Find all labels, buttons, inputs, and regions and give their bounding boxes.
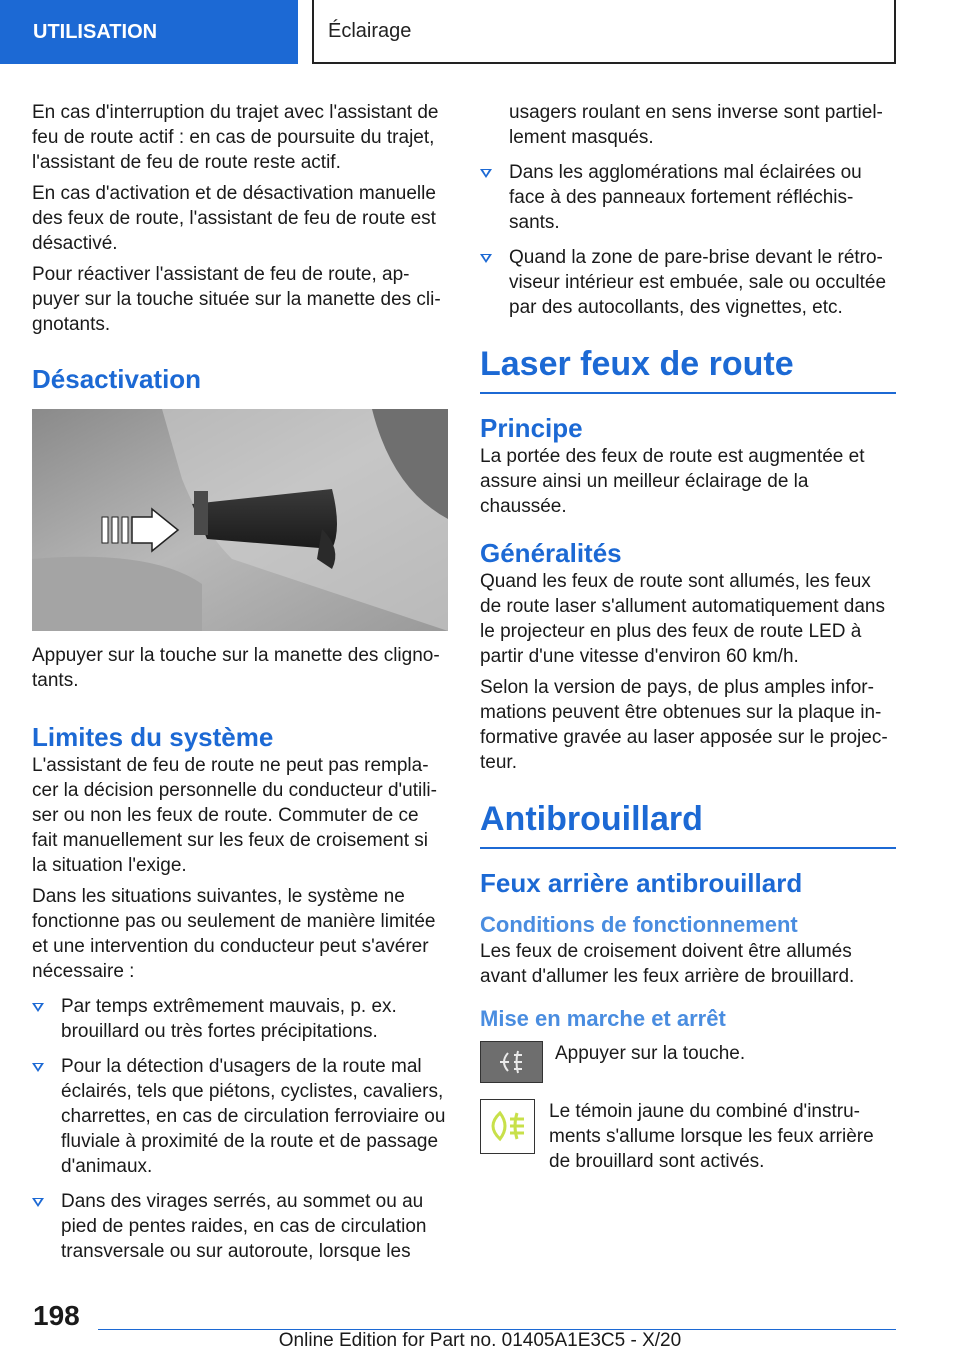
paragraph: Les feux de croisement doivent être allumés avant d'allumer les feux arrière de brouillard.: [480, 941, 855, 987]
paragraph-continued: usagers roulant en sens inverse sont partiel-lement masqués.: [509, 102, 883, 148]
heading-limites: Limites du système: [32, 722, 274, 752]
heading-desactivation: Désactivation: [32, 364, 202, 394]
bullet-triangle-icon: [32, 1198, 44, 1207]
limits-list: [32, 994, 448, 1264]
edition-text: Online Edition for Part no. 01405A1E3C5 - X/20: [278, 1330, 682, 1351]
paragraph: En cas d'activation et de désactivation manuelle des feux de route, l'assistant de feu de route est désactivé.: [32, 183, 436, 254]
paragraph: La portée des feux de route est augmentée et assure ainsi un meilleur éclairage de la chaussée.: [480, 446, 865, 517]
right-column: [480, 100, 896, 1174]
paragraph: Pour réactiver l'assistant de feu de route, ap-puyer sur la touche située sur la manette des cli-gnotants.: [32, 264, 441, 335]
list-item: Quand la zone de pare-brise devant le rétro-viseur intérieur est embuée, sale ou occultée par des autocollants, des vignettes, etc.: [480, 245, 896, 320]
page-number: 198: [33, 1300, 80, 1331]
page-header: [0, 0, 960, 68]
bullet-triangle-icon: [32, 1003, 44, 1012]
bullet-triangle-icon: [480, 169, 492, 178]
rear-fog-indicator-icon: [480, 1099, 535, 1154]
indicator-row: [480, 1099, 896, 1174]
button-row: [480, 1041, 896, 1083]
heading-laser-feux-de-route: Laser feux de route: [480, 342, 896, 394]
instruction-text: Appuyer sur la touche.: [555, 1043, 746, 1064]
paragraph: Selon la version de pays, de plus amples infor-mations peuvent être obtenues sur la plaque in-formative gravée au laser apposée sur le projec-teur.: [480, 677, 888, 773]
chapter-title: Éclairage: [312, 0, 896, 64]
heading-conditions: Conditions de fonctionnement: [480, 912, 798, 937]
left-column: [32, 100, 448, 1274]
paragraph: L'assistant de feu de route ne peut pas rempla-cer la décision personnelle du conducteur d'utili-ser ou non les feux de route. Commuter de ce fait manuellement sur les feux de croisement si la situation l'exige.: [32, 755, 437, 876]
list-item: Par temps extrêmement mauvais, p. ex. brouillard ou très fortes précipitations.: [32, 994, 448, 1044]
rear-fog-button-icon: [480, 1041, 543, 1083]
indicator-description: Le témoin jaune du combiné d'instru-ments s'allume lorsque les feux arrière de brouillard sont activés.: [549, 1101, 874, 1172]
heading-principe: Principe: [480, 413, 583, 443]
image-caption: Appuyer sur la touche sur la manette des cligno-tants.: [32, 645, 440, 691]
heading-generalites: Généralités: [480, 538, 622, 568]
heading-mise-en-marche: Mise en marche et arrêt: [480, 1006, 726, 1031]
list-item: Pour la détection d'usagers de la route mal éclairés, tels que piétons, cyclistes, cavaliers, charrettes, en cas de circulation ferroviaire ou fluviale à proximité de la route et de passage d'animaux.: [32, 1054, 448, 1179]
paragraph: Dans les situations suivantes, le système ne fonctionne pas ou seulement de manière limitée et une intervention du conducteur peut s'avérer nécessaire :: [32, 886, 436, 982]
heading-antibrouillard: Antibrouillard: [480, 797, 896, 849]
paragraph: En cas d'interruption du trajet avec l'assistant de feu de route actif : en cas de poursuite du trajet, l'assistant de feu de route reste actif.: [32, 102, 439, 173]
section-tab: UTILISATION: [0, 0, 298, 64]
heading-feux-arriere: Feux arrière antibrouillard: [480, 868, 803, 898]
limits-list-continued: [480, 160, 896, 320]
bullet-triangle-icon: [32, 1063, 44, 1072]
list-item: Dans les agglomérations mal éclairées ou face à des panneaux fortement réfléchis-sants.: [480, 160, 896, 235]
list-item: Dans des virages serrés, au sommet ou au pied de pentes raides, en cas de circulation transversale ou sur autoroute, lorsque les: [32, 1189, 448, 1264]
paragraph: Quand les feux de route sont allumés, les feux de route laser s'allument automatiquement dans le projecteur en plus des feux de route LED à partir d'une vitesse d'environ 60 km/h.: [480, 571, 885, 667]
bullet-triangle-icon: [480, 254, 492, 263]
turn-signal-lever-photo: [32, 409, 448, 631]
